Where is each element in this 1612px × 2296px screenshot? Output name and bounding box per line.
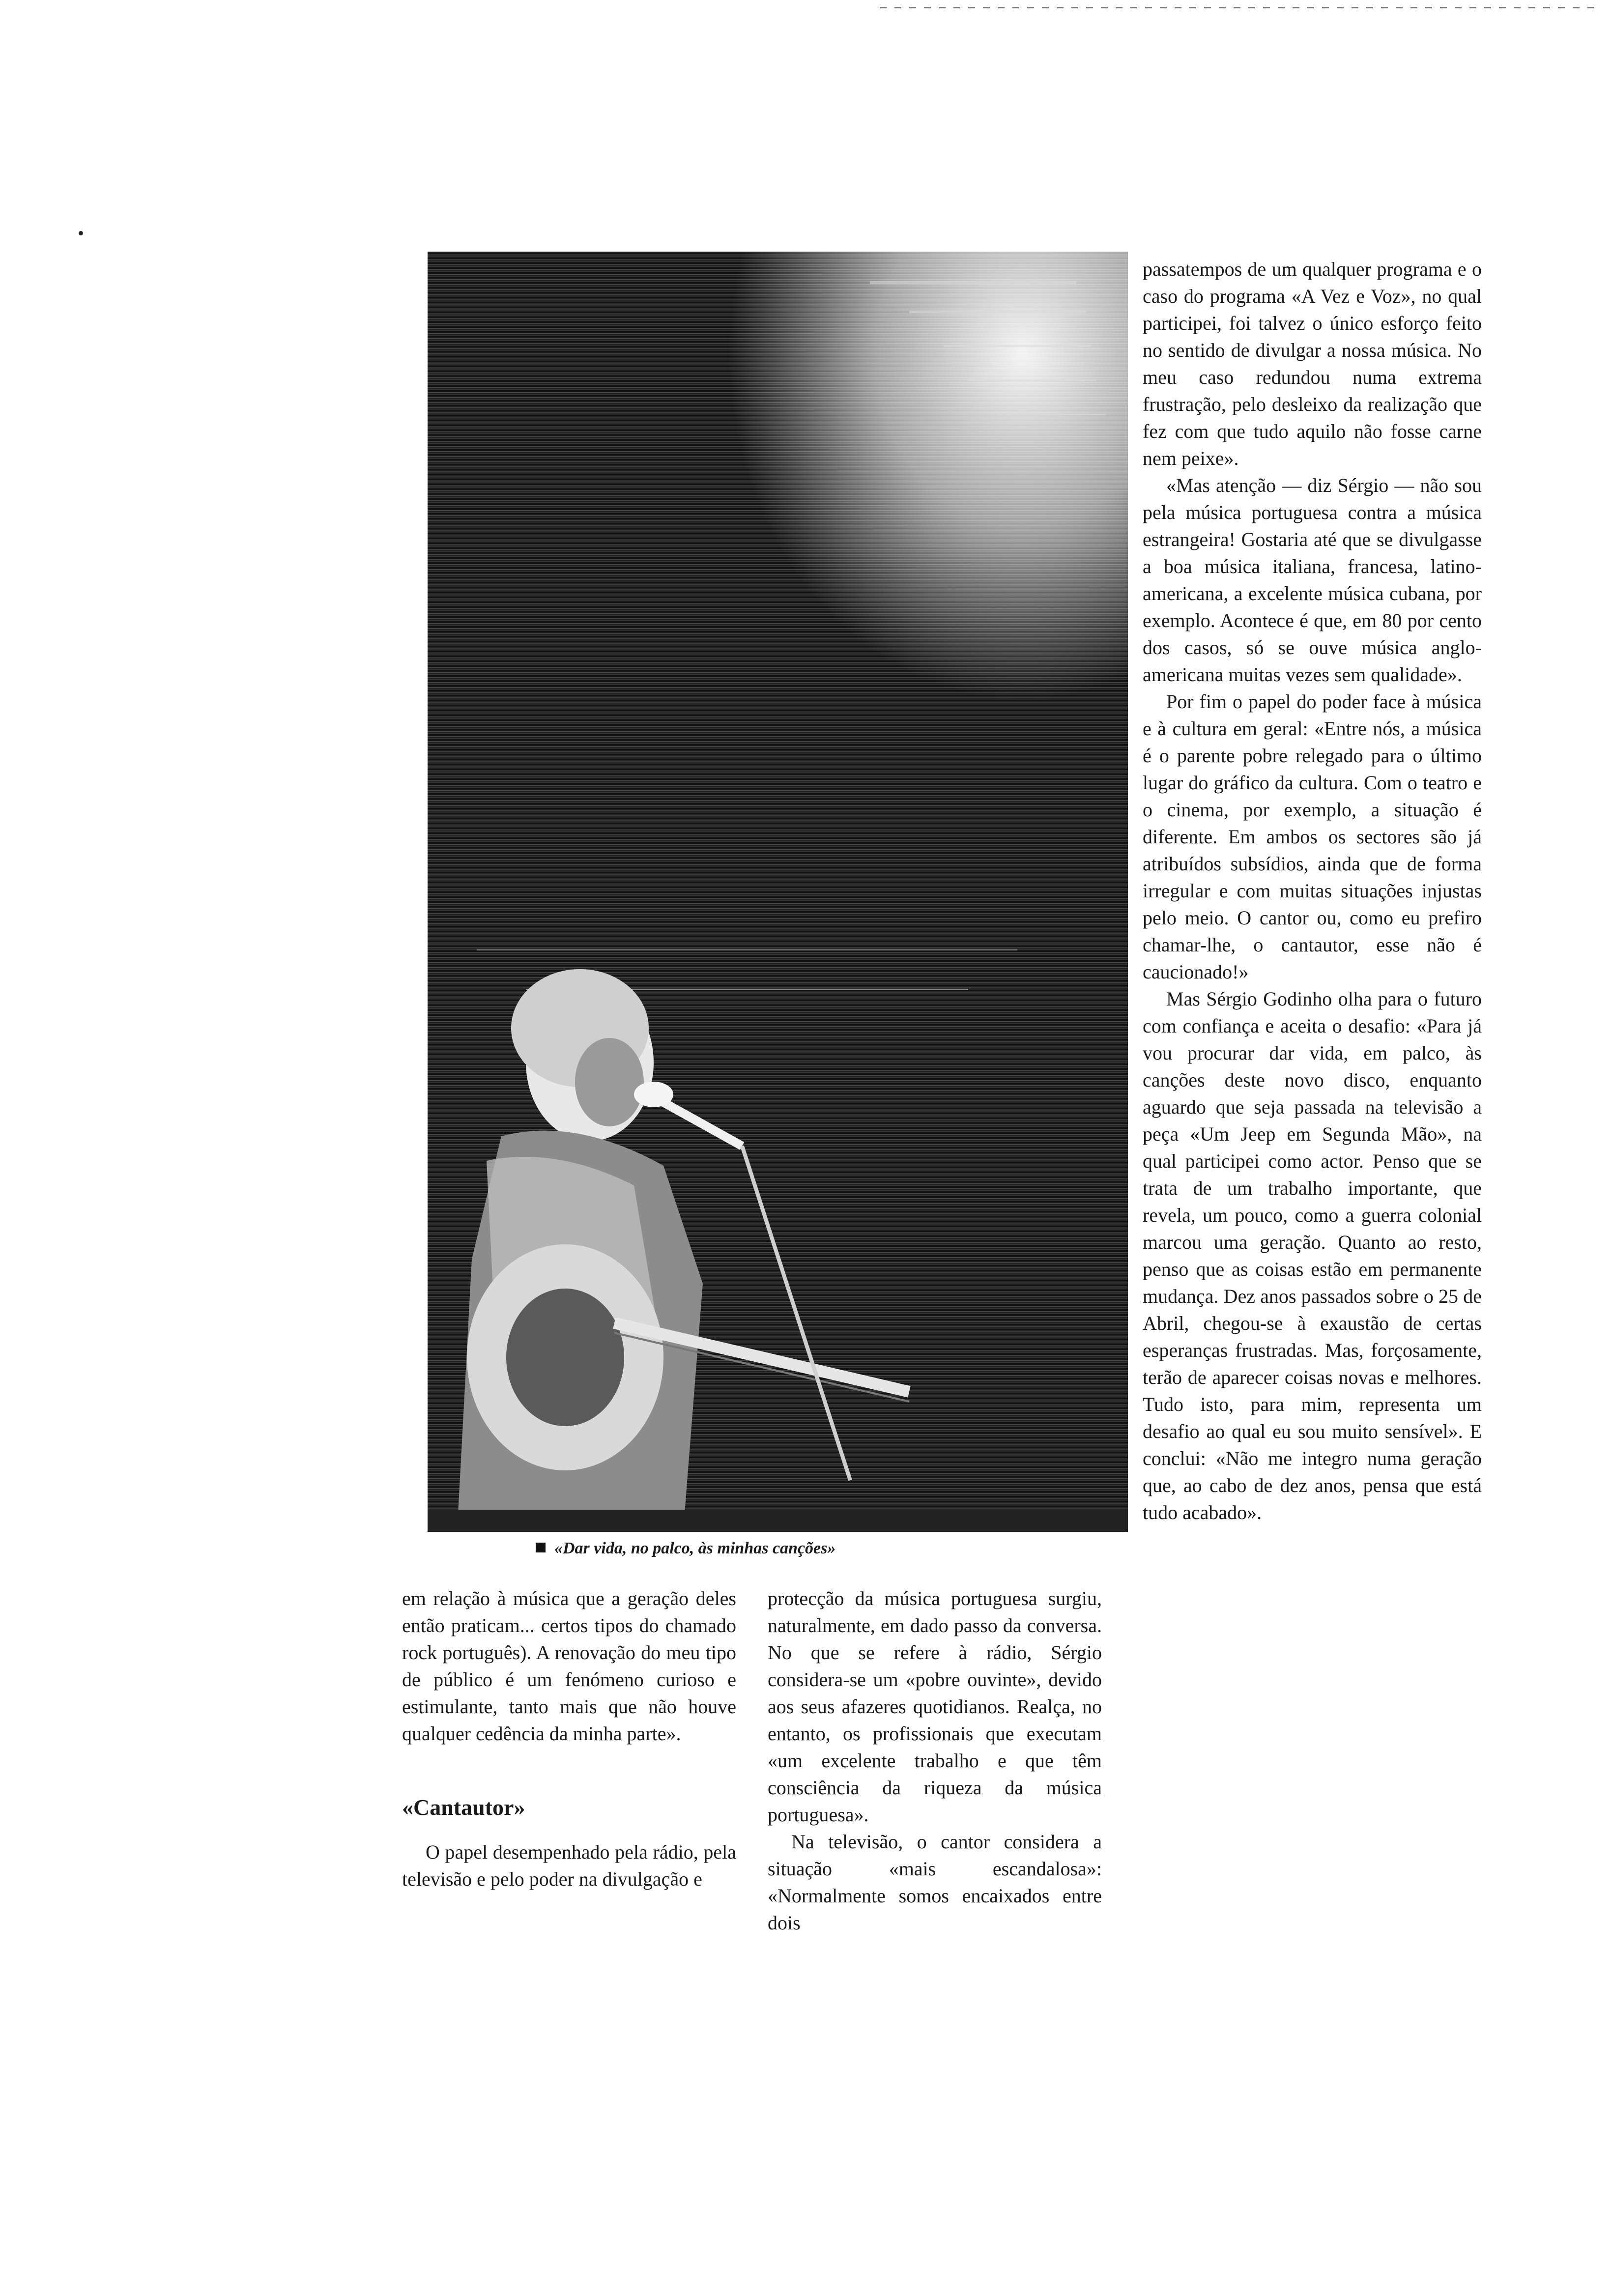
concert-photo xyxy=(428,252,1128,1532)
paragraph: Na televisão, o cantor considera a situação «mais escandalosa»: «Normalmente somos encaixados entre dois xyxy=(768,1831,1102,1934)
photo-caption xyxy=(536,1539,835,1558)
paragraph: em relação à música que a geração deles então praticam... certos tipos do chamado rock português). A renovação do meu tipo de público é um fenómeno curioso e estimulante, tanto mais que não houve qualquer cedência da minha parte». xyxy=(402,1587,736,1745)
caption-text: «Dar vida, no palco, às minhas canções» xyxy=(554,1539,836,1557)
paragraph: Por fim o papel do poder face à música e à cultura em geral: «Entre nós, a música é o parente pobre relegado para o último lugar do gráfico da cultura. Com o teatro e o cinema, por exemplo, a situação é diferente. Em ambos os sectores são já atribuídos subsídios, ainda que de forma irregular e com muitas situações injustas pelo meio. O cantor ou, como eu prefiro chamar-lhe, o cantautor, esse não é caucionado!» xyxy=(1143,690,1482,983)
scan-speck xyxy=(79,231,83,235)
section-subheading: «Cantautor» xyxy=(402,1795,525,1820)
paragraph: «Mas atenção — diz Sérgio — não sou pela música portuguesa contra a música estrangeira! Gostaria até que se divulgasse a boa música italiana, francesa, latino-americana, a excelente música cubana, por exemplo. Acontece é que, em 80 por cento dos casos, só se ouve música anglo-americana muitas vezes sem qualidade». xyxy=(1143,474,1482,686)
article-column-2 xyxy=(768,1585,1102,1936)
performer-silhouette xyxy=(428,252,1128,1532)
paragraph: Mas Sérgio Godinho olha para o futuro com confiança e aceita o desafio: «Para já vou procurar dar vida, em palco, às canções deste novo disco, enquanto aguardo que seja passada na televisão a peça «Um Jeep em Segunda Mão», na qual participei como actor. Penso que se trata de um trabalho importante, que revela, um pouco, como a guerra colonial marcou uma geração. Quanto ao resto, penso que as coisas estão em permanente mudança. Dez anos passados sobre o 25 de Abril, chegou-se à exaustão de certas esperanças frustradas. Mas, forçosamente, terão de aparecer coisas novas e melhores. Tudo isto, para mim, representa um desafio ao qual eu sou muito sensível». E conclui: «Não me integro numa geração que, ao cabo de dez anos, pensa que está tudo acabado». xyxy=(1143,988,1482,1523)
paragraph: passatempos de um qualquer programa e o caso do programa «A Vez e Voz», no qual participei, foi talvez o único esforço feito no sentido de divulgar a nossa música. No meu caso redundou numa extrema frustração, pelo desleixo da realização que fez com que tudo aquilo não fosse carne nem peixe». xyxy=(1143,258,1482,469)
paragraph: protecção da música portuguesa surgiu, naturalmente, em dado passo da conversa. No que se refere à rádio, Sérgio considera-se um «pobre ouvinte», devido aos seus afazeres quotidianos. Realça, no entanto, os profissionais que executam «um excelente trabalho e que têm consciência da riqueza da música portuguesa». xyxy=(768,1587,1102,1826)
article-column-3 xyxy=(1143,256,1482,1526)
article-column-1 xyxy=(402,1585,736,1893)
scan-edge-line xyxy=(880,7,1597,8)
paragraph: O papel desempenhado pela rádio, pela televisão e pelo poder na divulgação e xyxy=(402,1841,736,1890)
caption-bullet-icon xyxy=(536,1543,546,1552)
